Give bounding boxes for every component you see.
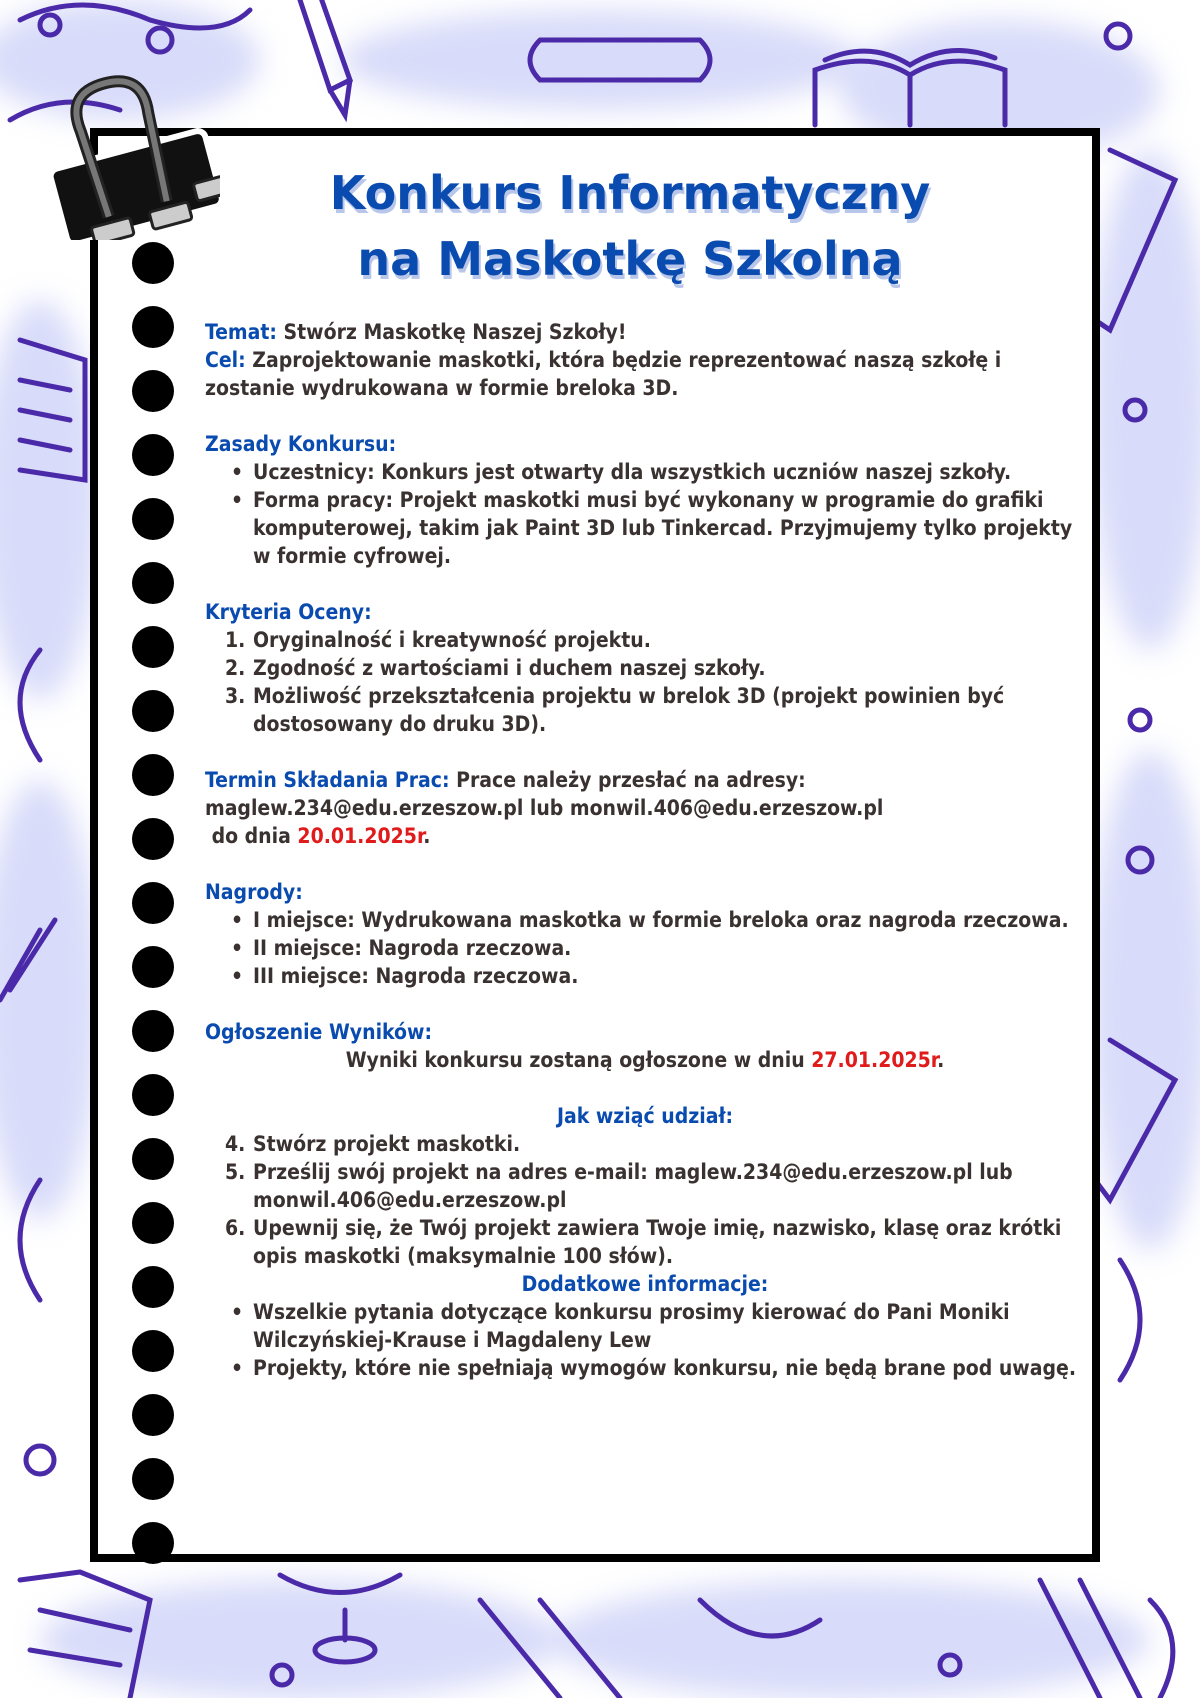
title-line-2: na Maskotkę Szkolną bbox=[357, 232, 903, 286]
results-date: 27.01.2025r bbox=[811, 1048, 938, 1072]
nagrody-item: • I miejsce: Wydrukowana maskotka w formie breloka oraz nagroda rzeczowa. bbox=[205, 906, 1085, 934]
binder-hole bbox=[132, 434, 174, 476]
item-number: 3. bbox=[225, 684, 246, 708]
nagrody-label: Nagrody: bbox=[205, 880, 303, 904]
binder-hole bbox=[132, 1522, 174, 1564]
zasady-item: • Forma pracy: Projekt maskotki musi być wykonany w programie do grafiki komputerowej, takim jak Paint 3D lub Tinkercad. Przyjmujemy tylko projekty w formie cyfrowej. bbox=[205, 486, 1085, 570]
dodatkowe-label: Dodatkowe informacje: bbox=[521, 1272, 769, 1296]
results-suffix: . bbox=[937, 1048, 945, 1072]
binder-hole bbox=[132, 882, 174, 924]
binder-hole bbox=[132, 1266, 174, 1308]
zasady-section bbox=[205, 430, 1085, 570]
binder-hole bbox=[132, 1458, 174, 1500]
binder-hole bbox=[132, 1394, 174, 1436]
nagrody-item: • II miejsce: Nagroda rzeczowa. bbox=[205, 934, 1085, 962]
cel-text: Zaprojektowanie maskotki, która będzie reprezentować naszą szkołę i zostanie wydrukowana w formie breloka 3D. bbox=[205, 348, 1002, 400]
item-text: Możliwość przekształcenia projektu w brelok 3D (projekt powinien być dostosowany do druku 3D). bbox=[253, 684, 1005, 736]
ogloszenie-label: Ogłoszenie Wyników: bbox=[205, 1020, 433, 1044]
binder-hole bbox=[132, 370, 174, 412]
binder-hole bbox=[132, 242, 174, 284]
cel-label: Cel: bbox=[205, 348, 246, 372]
jak-label: Jak wziąć udział: bbox=[556, 1104, 734, 1128]
binder-hole bbox=[132, 754, 174, 796]
binder-hole bbox=[132, 1330, 174, 1372]
binder-hole bbox=[132, 498, 174, 540]
termin-emails: maglew.234@edu.erzeszow.pl lub monwil.406@edu.erzeszow.pl bbox=[205, 796, 884, 820]
kryteria-item bbox=[205, 626, 1085, 654]
jak-item bbox=[205, 1158, 1085, 1214]
binder-hole bbox=[132, 1138, 174, 1180]
temat-label: Temat: bbox=[205, 320, 277, 344]
dodatkowe-item: • Projekty, które nie spełniają wymogów konkursu, nie będą brane pod uwagę. bbox=[205, 1354, 1085, 1382]
binder-hole bbox=[132, 626, 174, 668]
item-number: 4. bbox=[225, 1132, 246, 1156]
jak-section bbox=[205, 1102, 1085, 1270]
item-text: Zgodność z wartościami i duchem naszej szkoły. bbox=[253, 656, 766, 680]
temat-section bbox=[205, 318, 1085, 346]
binder-hole bbox=[132, 1010, 174, 1052]
jak-item bbox=[205, 1214, 1085, 1270]
title-line-1: Konkurs Informatyczny bbox=[329, 166, 931, 220]
results-text: Wyniki konkursu zostaną ogłoszone w dniu bbox=[345, 1048, 812, 1072]
termin-label: Termin Składania Prac: bbox=[205, 768, 450, 792]
ogloszenie-text bbox=[205, 1046, 1085, 1074]
item-text: Upewnij się, że Twój projekt zawiera Twoje imię, nazwisko, klasę oraz krótki opis maskotki (maksymalnie 100 słów). bbox=[253, 1216, 1062, 1268]
deadline-prefix: do dnia bbox=[205, 824, 298, 848]
poster-title bbox=[200, 160, 1060, 292]
zasady-label: Zasady Konkursu: bbox=[205, 432, 397, 456]
termin-deadline bbox=[205, 822, 1085, 850]
nagrody-section bbox=[205, 878, 1085, 990]
item-text: Stwórz projekt maskotki. bbox=[253, 1132, 521, 1156]
termin-text: Prace należy przesłać na adresy: bbox=[449, 768, 806, 792]
zasady-item: • Uczestnicy: Konkurs jest otwarty dla wszystkich uczniów naszej szkoły. bbox=[205, 458, 1085, 486]
deadline-date: 20.01.2025r bbox=[297, 824, 424, 848]
termin-section bbox=[205, 766, 1085, 850]
ogloszenie-section bbox=[205, 1018, 1085, 1074]
binder-hole bbox=[132, 562, 174, 604]
kryteria-item bbox=[205, 654, 1085, 682]
binder-clip-icon bbox=[40, 70, 220, 240]
deadline-suffix: . bbox=[423, 824, 431, 848]
item-number: 5. bbox=[225, 1160, 246, 1184]
item-number: 1. bbox=[225, 628, 246, 652]
kryteria-section bbox=[205, 598, 1085, 738]
binder-hole bbox=[132, 946, 174, 988]
kryteria-item bbox=[205, 682, 1085, 738]
item-number: 2. bbox=[225, 656, 246, 680]
item-text: Oryginalność i kreatywność projektu. bbox=[253, 628, 651, 652]
nagrody-item: • III miejsce: Nagroda rzeczowa. bbox=[205, 962, 1085, 990]
binder-hole bbox=[132, 306, 174, 348]
kryteria-label: Kryteria Oceny: bbox=[205, 600, 372, 624]
item-number: 6. bbox=[225, 1216, 246, 1240]
temat-text: Stwórz Maskotkę Naszej Szkoły! bbox=[276, 320, 627, 344]
dodatkowe-item: • Wszelkie pytania dotyczące konkursu prosimy kierować do Pani Moniki Wilczyńskiej-Krause i Magdaleny Lew bbox=[205, 1298, 1085, 1354]
poster-content bbox=[205, 318, 1085, 1382]
binder-hole bbox=[132, 1202, 174, 1244]
dodatkowe-section bbox=[205, 1270, 1085, 1382]
item-text: Prześlij swój projekt na adres e-mail: maglew.234@edu.erzeszow.pl lub monwil.406@edu.erzeszow.pl bbox=[253, 1160, 1013, 1212]
binder-hole bbox=[132, 818, 174, 860]
jak-item bbox=[205, 1130, 1085, 1158]
binder-hole bbox=[132, 1074, 174, 1116]
binder-hole bbox=[132, 690, 174, 732]
cel-section bbox=[205, 346, 1085, 402]
